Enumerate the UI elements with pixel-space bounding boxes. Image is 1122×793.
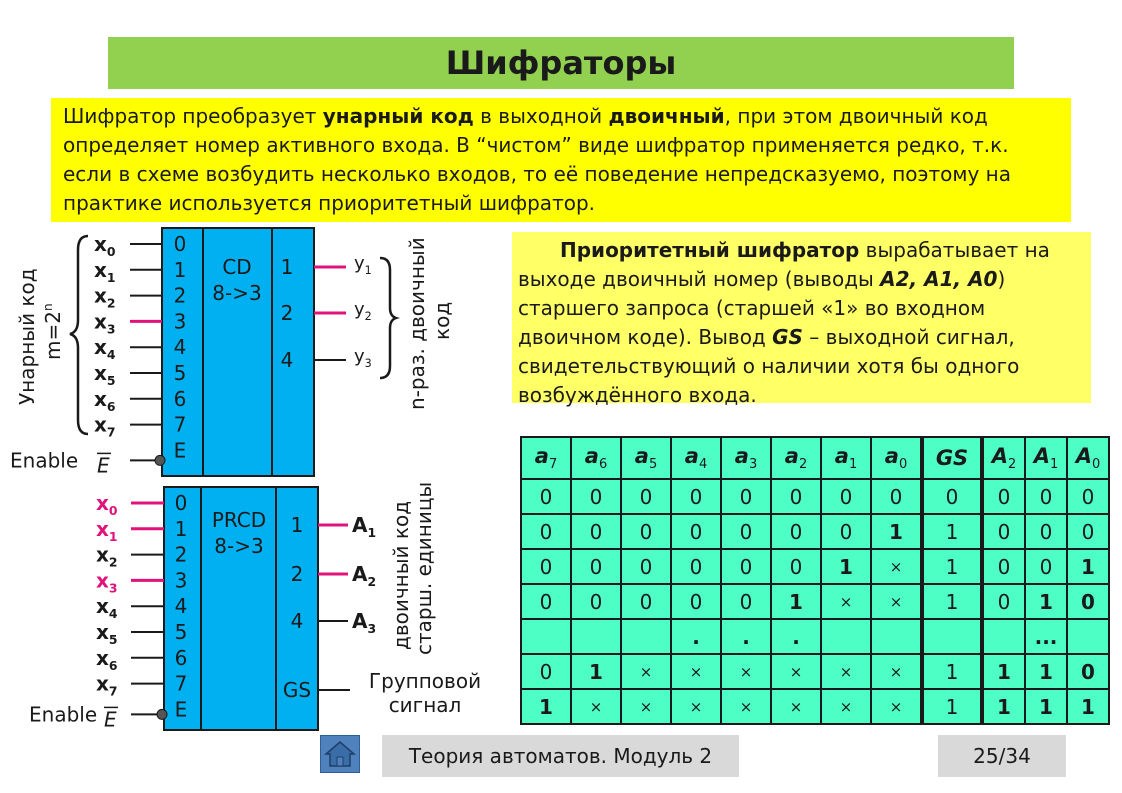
truth-table-cell: . — [771, 619, 821, 654]
cd-input-number: 3 — [173, 309, 187, 334]
truth-table-cell: 1 — [1067, 689, 1109, 724]
cd-input-number: 2 — [173, 283, 187, 308]
truth-table-cell: 0 — [671, 479, 721, 514]
truth-table-cell — [571, 619, 621, 654]
intro-part-3: , при этом двоичный код определяет номер активного входа. В “чистом” виде шифратор применяется редко, т.к. если в схеме возбудить несколько входов, то её поведение непредсказуемо, поэтому на практике используется приоритетный шифратор. — [63, 104, 1011, 215]
header-a0: $a_0$ — [871, 437, 922, 479]
header-gs: GS — [922, 437, 982, 479]
truth-table-cell: 0 — [571, 514, 621, 549]
truth-table-cell: 0 — [521, 479, 571, 514]
truth-table-cell: 0 — [982, 514, 1025, 549]
truth-table-cell: 0 — [922, 479, 982, 514]
truth-table-cell: 0 — [821, 479, 871, 514]
truth-table-cell: 1 — [922, 689, 982, 724]
truth-table-cell: 0 — [621, 514, 671, 549]
cd-output-label: $y_2$ — [354, 299, 372, 323]
truth-table-cell: 1 — [1067, 549, 1109, 584]
truth-table-cell: 0 — [771, 479, 821, 514]
truth-table-cell: 0 — [1067, 584, 1109, 619]
cd-output-label: $y_3$ — [354, 346, 372, 370]
prcd-encoder — [29, 482, 481, 732]
truth-table-cell: 1 — [922, 549, 982, 584]
cd-output-number: 1 — [280, 255, 294, 279]
truth-table — [520, 436, 1110, 725]
intro-part-2: в выходной — [473, 104, 609, 128]
truth-table-cell: . — [671, 619, 721, 654]
prcd-right-caption-1: двоичный код — [389, 500, 413, 650]
prcd-input-label: $x_1$ — [96, 516, 118, 544]
prcd-enable-label: Enable — [29, 702, 98, 727]
priority-part-2: ) старшего запроса (старшей «1» во входном двоичном коде). Вывод — [518, 267, 1006, 349]
truth-table-cell: 0 — [771, 514, 821, 549]
truth-table-cell: 0 — [521, 514, 571, 549]
header-a5: $a_5$ — [621, 437, 671, 479]
truth-table-cell: 1 — [922, 514, 982, 549]
truth-table-cell: 1 — [1025, 584, 1067, 619]
prcd-input-label: $x_0$ — [96, 491, 118, 518]
cd-input-number: 7 — [173, 412, 187, 437]
cd-input-number: 4 — [173, 335, 187, 360]
truth-table-cell: × — [821, 689, 871, 724]
prcd-output-number: GS — [282, 678, 312, 702]
truth-table-cell: 0 — [571, 549, 621, 584]
cd-input-label: $x_2$ — [94, 283, 116, 311]
header-a4: $a_4$ — [671, 437, 721, 479]
cd-output-number: 4 — [280, 348, 294, 372]
truth-table-cell: 0 — [1025, 514, 1067, 549]
truth-table-cell: 0 — [1067, 479, 1109, 514]
prcd-output-label: $A_1$ — [352, 513, 377, 540]
cd-right-caption-1: n-раз. двоичный — [405, 237, 429, 410]
prcd-input-label: $x_5$ — [96, 620, 118, 647]
prcd-right-caption-2: старш. единицы — [412, 481, 436, 655]
cd-enable-bubble — [155, 455, 165, 465]
truth-table-cell: × — [721, 654, 771, 689]
truth-table-cell: 0 — [871, 479, 922, 514]
priority-bold-1: Приоритетный шифратор — [560, 238, 860, 262]
prcd-name: PRCD — [211, 508, 267, 532]
cd-input-label: $x_6$ — [94, 386, 116, 414]
cd-input-number: 1 — [173, 257, 187, 282]
cd-input-number: 5 — [173, 361, 187, 385]
cd-input-label: $x_4$ — [94, 335, 116, 363]
truth-table-cell: × — [721, 689, 771, 724]
prcd-input-label: $x_2$ — [96, 542, 118, 570]
truth-table-cell: × — [771, 689, 821, 724]
prcd-input-label: $x_6$ — [96, 645, 118, 673]
cd-left-formula: $m=2^n$ — [41, 303, 65, 360]
encoder-diagrams — [0, 0, 510, 735]
footer-title: Теория автоматов. Модуль 2 — [382, 735, 739, 777]
cd-enable-label: Enable — [10, 448, 79, 473]
prcd-input-number: E — [174, 697, 188, 722]
priority-part-3: – выходной сигнал, свидетельствующий о наличии хотя бы одного возбуждённого входа. — [518, 325, 1020, 407]
truth-table-cell: 1 — [871, 514, 922, 549]
truth-table-cell: 0 — [982, 584, 1025, 619]
truth-table-cell: 1 — [922, 654, 982, 689]
truth-table-cell: 1 — [982, 689, 1025, 724]
truth-table-cell: × — [871, 689, 922, 724]
cd-enable-bar-letter: E — [97, 453, 110, 478]
truth-table-cell — [821, 619, 871, 654]
truth-table-cell: × — [771, 654, 821, 689]
truth-table-cell: 0 — [521, 549, 571, 584]
home-button[interactable] — [320, 735, 360, 773]
truth-table-cell — [621, 619, 671, 654]
truth-table-cell: × — [621, 654, 671, 689]
truth-table-cell: 0 — [571, 584, 621, 619]
truth-table-cell: × — [621, 689, 671, 724]
priority-gs: GS — [772, 325, 803, 349]
truth-table-cell: 0 — [571, 479, 621, 514]
cd-output-brace — [380, 258, 396, 378]
truth-table-cell: 1 — [1025, 689, 1067, 724]
prcd-input-number: 0 — [174, 491, 188, 515]
truth-table-cell: 0 — [621, 584, 671, 619]
intro-part-1: Шифратор преобразует — [63, 104, 323, 128]
truth-table-cell: 1 — [922, 584, 982, 619]
truth-table-cell: × — [871, 654, 922, 689]
truth-table-cell: × — [821, 584, 871, 619]
header-a7: $a_7$ — [521, 437, 571, 479]
cd-input-number: 6 — [173, 386, 187, 411]
truth-table-cell: 0 — [1067, 514, 1109, 549]
truth-table-cell: 0 — [721, 479, 771, 514]
truth-table-header — [521, 437, 1109, 479]
truth-table-row — [521, 584, 1109, 619]
intro-bold-1: унарный код — [322, 104, 474, 128]
priority-outputs: A2, A1, A0 — [880, 267, 998, 291]
truth-table-cell: 0 — [521, 584, 571, 619]
prcd-group-signal-2: сигнал — [388, 693, 462, 717]
cd-output-label: $y_1$ — [354, 253, 372, 277]
cd-right-caption-2: код — [430, 301, 454, 340]
truth-table-cell: × — [821, 654, 871, 689]
cd-encoder — [10, 228, 454, 477]
prcd-input-number: 4 — [174, 594, 188, 619]
truth-table-cell: × — [671, 689, 721, 724]
prcd-output-label: $A_2$ — [352, 562, 377, 589]
prcd-input-label: $x_3$ — [96, 568, 118, 596]
truth-table-row — [521, 479, 1109, 514]
truth-table-cell: 1 — [521, 689, 571, 724]
truth-table-row — [521, 619, 1109, 654]
truth-table-row — [521, 654, 1109, 689]
truth-table-cell: 0 — [821, 514, 871, 549]
truth-table-cell: 1 — [1025, 654, 1067, 689]
truth-table-cell: 0 — [982, 549, 1025, 584]
cd-output-number: 2 — [280, 301, 294, 325]
prcd-input-label: $x_4$ — [96, 594, 118, 622]
truth-table-cell: × — [871, 584, 922, 619]
page-title: Шифраторы — [108, 37, 1014, 89]
cd-input-label: $x_7$ — [94, 412, 116, 440]
intro-bold-2: двоичный — [608, 104, 725, 128]
prcd-output-label: $A_3$ — [352, 609, 377, 636]
priority-part-1: вырабатывает на выходе двоичный номер (выводы — [518, 238, 1050, 291]
cd-spec: 8->3 — [212, 281, 262, 305]
truth-table-cell: 1 — [771, 584, 821, 619]
truth-table-cell: 0 — [1025, 479, 1067, 514]
truth-table-cell: ... — [1025, 619, 1067, 654]
prcd-output-number: 1 — [290, 513, 304, 537]
truth-table-row — [521, 514, 1109, 549]
header-A2: $A_2$ — [982, 437, 1025, 479]
truth-table-cell: 0 — [721, 549, 771, 584]
cd-input-number: 0 — [173, 232, 187, 256]
header-A0: $A_0$ — [1067, 437, 1109, 479]
cd-input-label: $x_3$ — [94, 309, 116, 337]
truth-table-cell: × — [871, 549, 922, 584]
home-icon — [321, 736, 359, 772]
truth-table-cell — [982, 619, 1025, 654]
truth-table-row — [521, 689, 1109, 724]
truth-table-cell: 0 — [671, 514, 721, 549]
header-a3: $a_3$ — [721, 437, 771, 479]
cd-input-label: $x_5$ — [94, 361, 116, 388]
prcd-group-signal-1: Групповой — [368, 669, 482, 693]
truth-table-cell: 0 — [671, 584, 721, 619]
truth-table-cell: 1 — [821, 549, 871, 584]
prcd-output-number: 4 — [290, 609, 304, 633]
header-a2: $a_2$ — [771, 437, 821, 479]
cd-name: CD — [222, 255, 252, 279]
truth-table-cell: 0 — [521, 654, 571, 689]
truth-table-cell: 0 — [721, 514, 771, 549]
prcd-input-number: 7 — [174, 671, 188, 696]
truth-table-cell: 0 — [721, 584, 771, 619]
header-a6: $a_6$ — [571, 437, 621, 479]
truth-table-cell: 0 — [621, 479, 671, 514]
header-a1: $a_1$ — [821, 437, 871, 479]
prcd-enable-bubble — [157, 709, 167, 719]
truth-table-cell: 0 — [1025, 549, 1067, 584]
prcd-input-number: 6 — [174, 645, 188, 670]
truth-table-cell: 0 — [671, 549, 721, 584]
truth-table-cell — [1067, 619, 1109, 654]
page-number: 25/34 — [938, 735, 1066, 777]
truth-table-cell: × — [571, 689, 621, 724]
cd-left-caption: Унарный код — [15, 268, 39, 405]
truth-table-row — [521, 549, 1109, 584]
truth-table-cell: 0 — [621, 549, 671, 584]
prcd-input-number: 5 — [174, 620, 188, 644]
prcd-enable-bar-letter: E — [104, 707, 117, 732]
truth-table-cell — [521, 619, 571, 654]
prcd-input-label: $x_7$ — [96, 671, 118, 699]
truth-table-cell: 1 — [571, 654, 621, 689]
prcd-input-number: 1 — [174, 516, 188, 541]
prcd-spec: 8->3 — [214, 534, 264, 558]
cd-input-label: $x_1$ — [94, 257, 116, 285]
truth-table-cell: . — [721, 619, 771, 654]
cd-input-number: E — [173, 438, 187, 463]
prcd-output-number: 2 — [290, 562, 304, 586]
prcd-input-number: 3 — [174, 568, 188, 593]
truth-table-cell: 0 — [771, 549, 821, 584]
cd-input-label: $x_0$ — [94, 232, 116, 259]
cd-input-brace — [70, 236, 88, 434]
truth-table-cell — [922, 619, 982, 654]
truth-table-cell: 0 — [982, 479, 1025, 514]
truth-table-cell: 0 — [1067, 654, 1109, 689]
truth-table-cell — [871, 619, 922, 654]
priority-encoder-text — [512, 232, 1091, 407]
prcd-input-number: 2 — [174, 542, 188, 567]
truth-table-cell: 1 — [982, 654, 1025, 689]
truth-table-cell: × — [671, 654, 721, 689]
header-A1: $A_1$ — [1025, 437, 1067, 479]
